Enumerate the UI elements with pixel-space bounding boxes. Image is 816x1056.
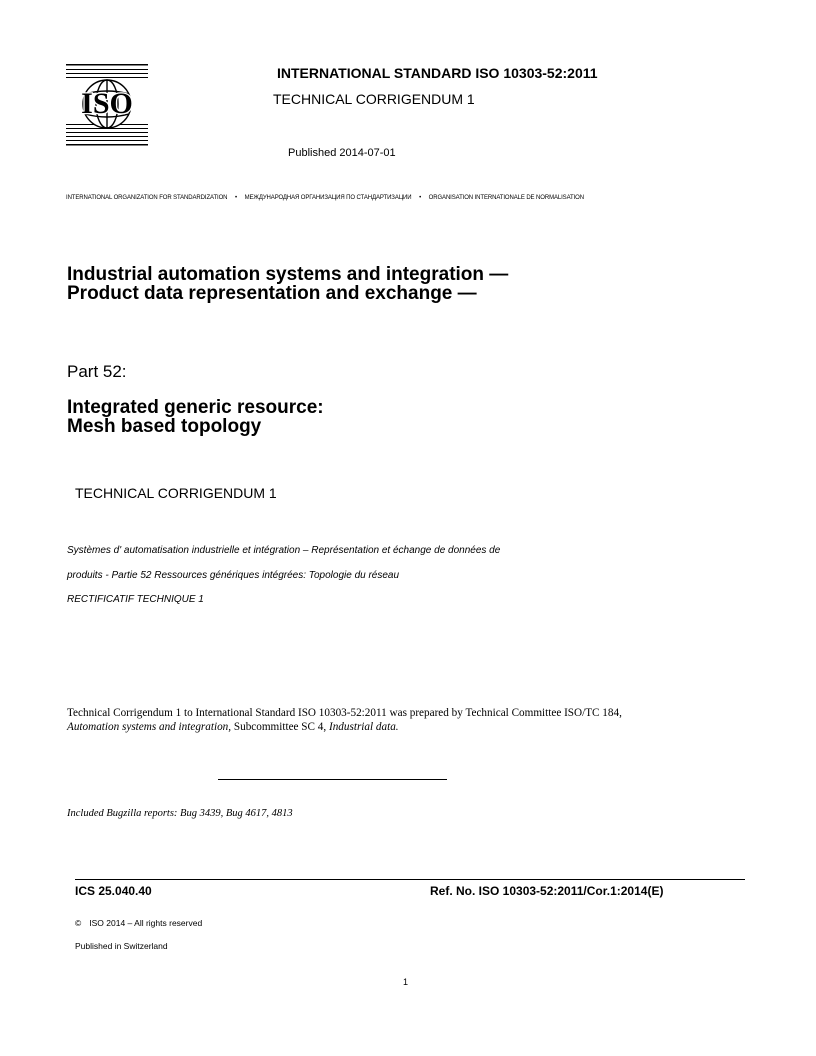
prep-text-1: Technical Corrigendum 1 to International Standard ISO 10303-52:2011 was prepared by Technical Committee ISO/TC 184, [67,707,622,719]
committee-name: Automation systems and integration, [67,721,232,733]
bugzilla-reports: Included Bugzilla reports: Bug 3439, Bug 4617, 4813 [67,808,293,819]
prep-text-2: Subcommittee SC 4, [231,721,329,733]
part-title-line-2: Mesh based topology [67,416,262,437]
organization-line [66,195,584,201]
french-title-line-2: produits - Partie 52 Ressources génériques intégrées: Topologie du réseau [67,570,400,581]
subcommittee-name: Industrial data. [328,721,399,733]
org-separator: • [419,195,422,201]
copyright [75,918,202,928]
reference-number: Ref. No. ISO 10303-52:2011/Cor.1:2014(E) [430,884,664,898]
ics-code: ICS 25.040.40 [75,884,152,898]
part-title-line-1: Integrated generic resource: [67,397,324,418]
logo-text: ISO [81,87,133,120]
org-separator: • [234,195,237,201]
published-date: Published 2014-07-01 [288,147,396,159]
org-french: ORGANISATION INTERNATIONALE DE NORMALISATION [428,195,584,201]
published-in: Published in Switzerland [75,941,168,951]
footer-rule [75,879,745,880]
copyright-text: ISO 2014 – All rights reserved [89,918,203,928]
iso-logo [66,64,148,148]
corrigendum-header: TECHNICAL CORRIGENDUM 1 [273,91,475,107]
french-title-line-3: RECTIFICATIF TECHNIQUE 1 [67,594,204,605]
part-number: Part 52: [67,362,127,381]
org-english: INTERNATIONAL ORGANIZATION FOR STANDARDIZATION [66,195,228,201]
preparation-statement [67,706,747,734]
document-title [67,265,667,303]
title-line-2: Product data representation and exchange — [67,283,477,304]
title-line-1: Industrial automation systems and integration — [67,264,509,285]
org-russian: МЕЖДУНАРОДНАЯ ОРГАНИЗАЦИЯ ПО СТАНДАРТИЗАЦИИ [244,195,412,201]
standard-title: INTERNATIONAL STANDARD ISO 10303-52:2011 [277,65,598,81]
technical-corrigendum: TECHNICAL CORRIGENDUM 1 [75,485,277,501]
part-title [67,398,667,436]
copyright-icon: © [75,918,82,928]
separator-line [218,779,447,780]
page-number: 1 [403,977,409,987]
french-title-line-1: Systèmes d' automatisation industrielle et intégration – Représentation et échange de données de [67,545,501,556]
